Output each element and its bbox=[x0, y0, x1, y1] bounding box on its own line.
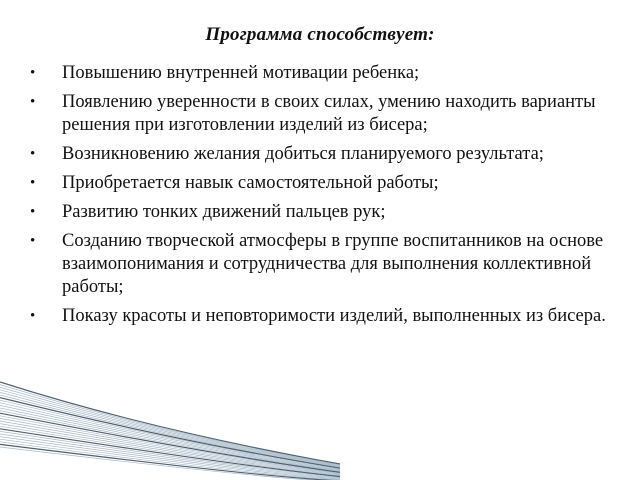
list-item-text: Появлению уверенности в своих силах, умению находить варианты решения при изготовлении изделий из бисера; bbox=[62, 92, 596, 135]
list-item-text: Приобретается навык самостоятельной работы; bbox=[62, 173, 439, 193]
list-item-text: Повышению внутренней мотивации ребенка; bbox=[62, 63, 420, 83]
list-item bbox=[30, 230, 610, 299]
list-item-text: Созданию творческой атмосферы в группе воспитанников на основе взаимопонимания и сотрудничества для выполнения коллективной работы; bbox=[62, 231, 604, 297]
bullet-icon: • bbox=[30, 175, 36, 191]
bullet-list bbox=[30, 62, 610, 334]
list-item-text: Показу красоты и неповторимости изделий, выполненных из бисера. bbox=[62, 306, 606, 326]
slide-title: Программа способствует: bbox=[205, 24, 435, 45]
list-item bbox=[30, 62, 610, 85]
bullet-icon: • bbox=[30, 233, 36, 249]
bullet-icon: • bbox=[30, 94, 36, 110]
bullet-icon: • bbox=[30, 146, 36, 162]
bullet-icon: • bbox=[30, 308, 36, 324]
list-item-text: Возникновению желания добиться планируемого результата; bbox=[62, 144, 544, 164]
list-item bbox=[30, 91, 610, 137]
bullet-icon: • bbox=[30, 65, 36, 81]
swoosh-line bbox=[0, 387, 340, 465]
list-item-text: Развитию тонких движений пальцев рук; bbox=[62, 202, 386, 222]
list-item bbox=[30, 201, 610, 224]
swoosh-line bbox=[0, 413, 340, 472]
bullet-icon: • bbox=[30, 204, 36, 220]
list-item bbox=[30, 143, 610, 166]
list-item bbox=[30, 305, 610, 328]
decorative-swoosh-lines bbox=[0, 360, 640, 480]
list-item bbox=[30, 172, 610, 195]
